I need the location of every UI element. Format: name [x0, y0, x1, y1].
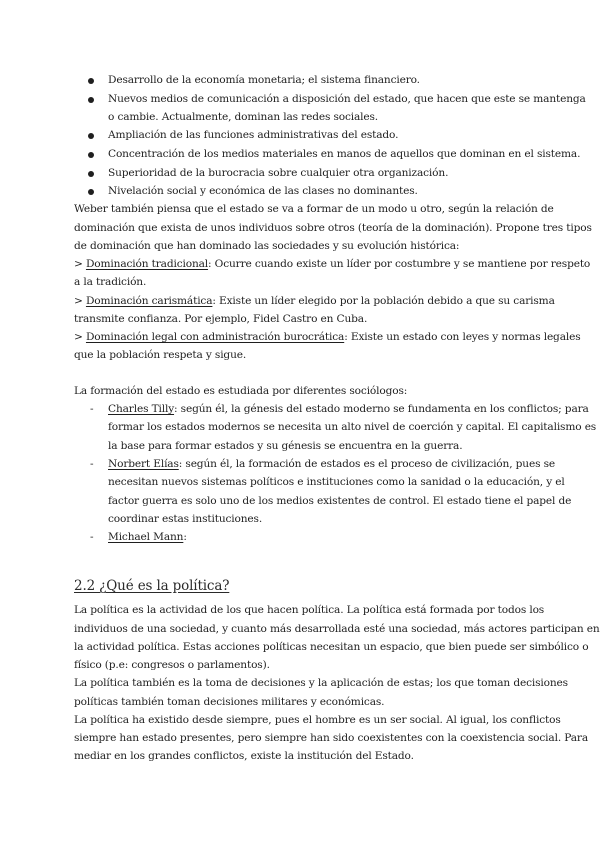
- paragraph-line: necesitan nuevos sistemas políticos e instituciones como la sanidad o la educación, y el: [108, 476, 565, 488]
- paragraph-line: que la población respeta y sigue.: [74, 349, 247, 361]
- sociologist-name: Charles Tilly: [108, 403, 175, 415]
- prefix-marker: >: [74, 258, 86, 270]
- paragraph-line: formar los estados modernos se necesita un alto nivel de coerción y capital. El capitalismo es: [108, 421, 597, 433]
- prefix-marker: >: [74, 331, 86, 343]
- paragraph-line: Weber también piensa que el estado se va a formar de un modo u otro, según la relación de: [74, 203, 554, 215]
- paragraph-line: la actividad política. Estas acciones políticas necesitan un espacio, que bien puede ser simbólico o: [74, 641, 589, 653]
- paragraph-line: La formación del estado es estudiada por diferentes sociólogos:: [74, 385, 408, 397]
- domination-tradicional: [74, 258, 590, 271]
- list-item: Nuevos medios de comunicación a disposición del estado, que hacen que este se mantenga: [108, 93, 586, 105]
- paragraph-line: factor guerra es solo uno de los medios existentes de control. El estado tiene el papel de: [108, 495, 572, 507]
- paragraph-line: de dominación que han dominado las sociedades y su evolución histórica:: [74, 240, 460, 252]
- section-heading: 2.2 ¿Qué es la política?: [74, 578, 230, 594]
- paragraph-line: transmite confianza. Por ejemplo, Fidel Castro en Cuba.: [74, 313, 368, 325]
- definition-text: : Existe un líder elegido por la población debido a que su carisma: [212, 295, 555, 307]
- term-underlined: Dominación tradicional: [85, 258, 209, 270]
- term-underlined: Dominación legal con administración burocrática: [85, 331, 345, 343]
- bullet-dot: [88, 189, 94, 195]
- dash-marker: -: [90, 531, 94, 543]
- bullet-dot: [88, 171, 94, 177]
- domination-carismatica: [74, 295, 555, 308]
- bullet-dot: [88, 133, 94, 139]
- list-item: Concentración de los medios materiales en manos de aquellos que dominan en el sistema.: [108, 148, 581, 160]
- list-item: Nivelación social y económica de las clases no dominantes.: [108, 185, 418, 197]
- sociologist-text: :: [183, 531, 187, 543]
- term-underlined: Dominación carismática: [85, 295, 213, 307]
- domination-legal: [74, 331, 581, 344]
- sociologist-name: Norbert Elías: [108, 458, 179, 470]
- list-item: Desarrollo de la economía monetaria; el sistema financiero.: [108, 74, 420, 86]
- bullet-dot: [88, 97, 94, 103]
- list-item: Superioridad de la burocracia sobre cualquier otra organización.: [108, 167, 449, 179]
- paragraph-line: dominación que exista de unos individuos sobre otros (teoría de la dominación). Propone tres tipos: [74, 222, 592, 234]
- paragraph-line: siempre han estado presentes, pero siempre han sido coexistentes con la coexistencia social. Para: [74, 732, 588, 744]
- bullet-dot: [88, 78, 94, 84]
- paragraph-line: individuos de una sociedad, y cuanto más desarrollada esté una sociedad, más actores participan en: [74, 623, 600, 635]
- sociologist-tilly: [108, 403, 589, 416]
- list-item: Ampliación de las funciones administrativas del estado.: [108, 129, 399, 141]
- sociologist-text: : según él, la formación de estados es el proceso de civilización, pues se: [178, 458, 555, 470]
- dash-marker: -: [90, 403, 94, 415]
- paragraph-line: la base para formar estados y su génesis se encuentra en la guerra.: [108, 440, 463, 452]
- list-item-continuation: o cambie. Actualmente, dominan las redes sociales.: [108, 111, 379, 123]
- paragraph-line: a la tradición.: [74, 276, 147, 288]
- sociologist-mann: [108, 531, 187, 544]
- paragraph-line: mediar en los grandes conflictos, existe la institución del Estado.: [74, 750, 414, 762]
- definition-text: : Ocurre cuando existe un líder por costumbre y se mantiene por respeto: [208, 258, 591, 270]
- prefix-marker: >: [74, 295, 86, 307]
- sociologist-elias: [108, 458, 555, 471]
- paragraph-line: coordinar estas instituciones.: [108, 513, 263, 525]
- paragraph-line: políticas también toman decisiones militares y económicas.: [74, 696, 385, 708]
- paragraph-line: La política es la actividad de los que hacen política. La política está formada por todos los: [74, 604, 545, 616]
- paragraph-line: físico (p.e: congresos o parlamentos).: [74, 659, 270, 671]
- definition-text: : Existe un estado con leyes y normas legales: [344, 331, 581, 343]
- dash-marker: -: [90, 458, 94, 470]
- paragraph-line: La política también es la toma de decisiones y la aplicación de estas; los que toman decisiones: [74, 677, 568, 689]
- sociologist-name: Michael Mann: [108, 531, 184, 543]
- paragraph-line: La política ha existido desde siempre, pues el hombre es un ser social. Al igual, los conflictos: [74, 714, 561, 726]
- sociologist-text: : según él, la génesis del estado moderno se fundamenta en los conflictos; para: [174, 403, 589, 415]
- bullet-dot: [88, 152, 94, 158]
